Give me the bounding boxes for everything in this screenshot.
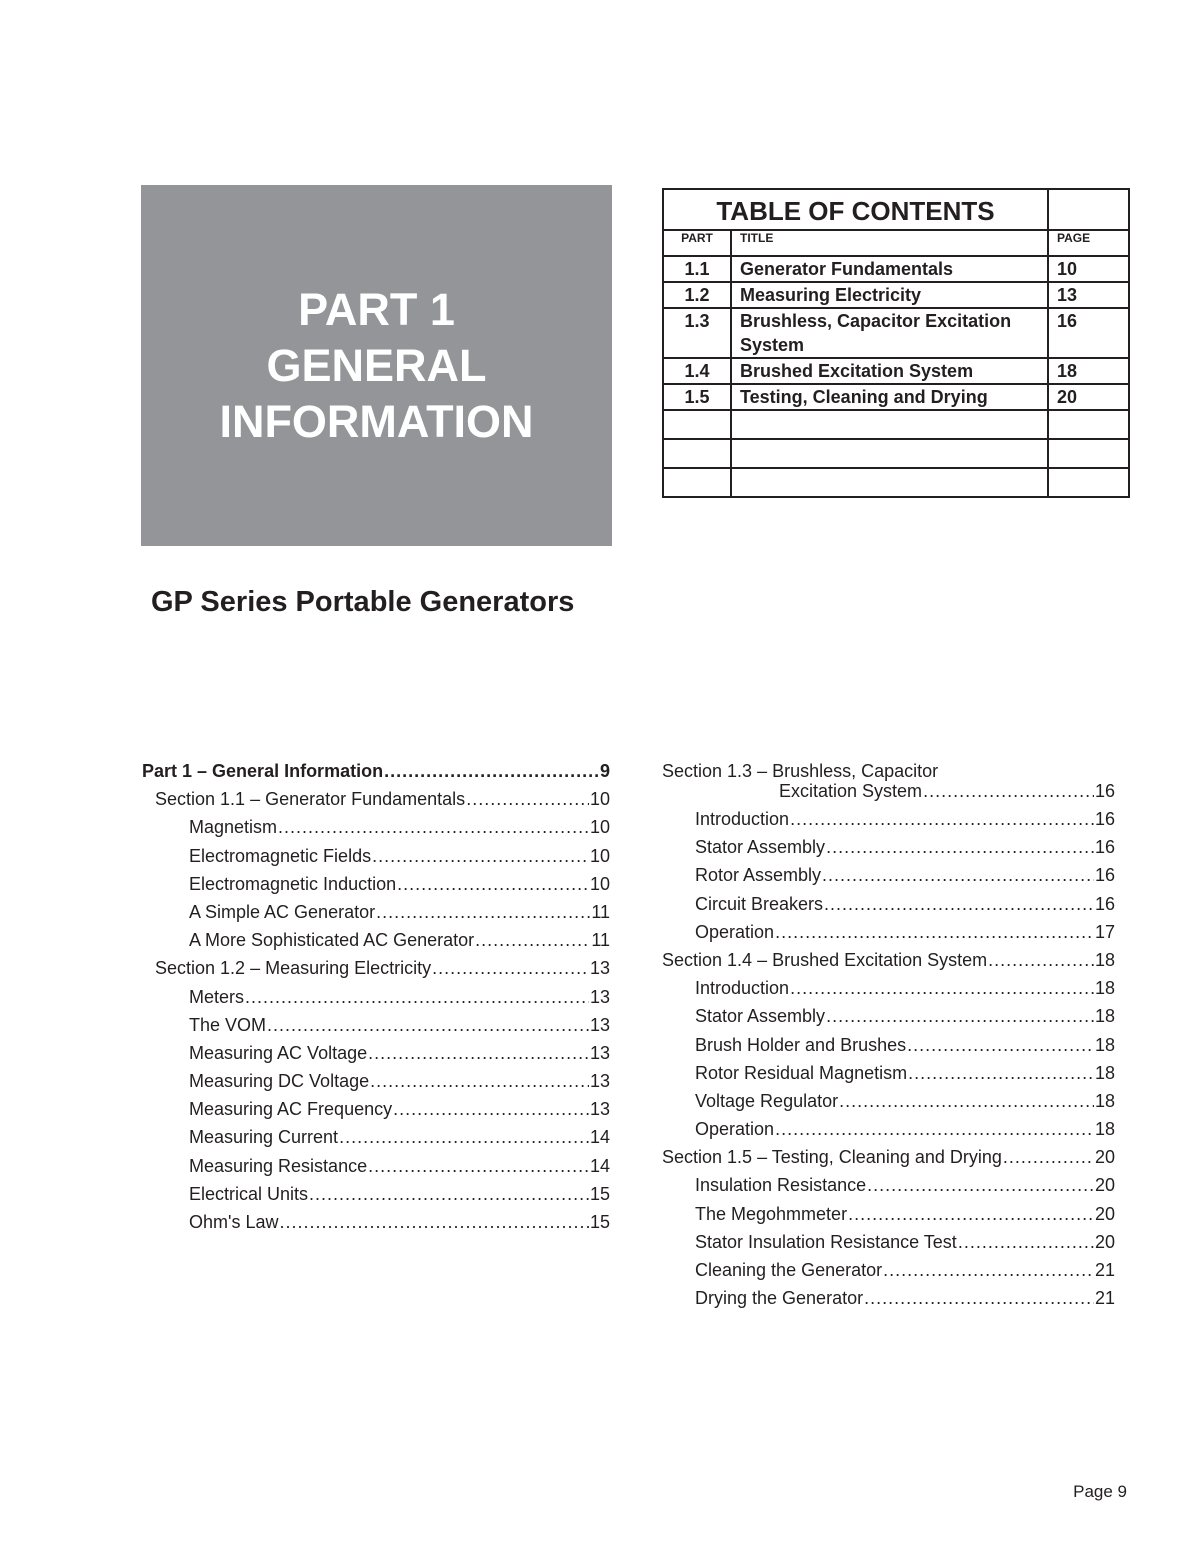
entry-page: 20 xyxy=(1094,1203,1115,1224)
entry-title: Rotor Residual Magnetism xyxy=(695,1062,908,1083)
contents-topic-entry[interactable] xyxy=(662,1034,1115,1062)
entry-page: 18 xyxy=(1094,1006,1115,1027)
dot-leader xyxy=(267,1014,589,1036)
entry-page: 10 xyxy=(589,845,610,866)
dot-leader xyxy=(790,808,1094,830)
entry-page: 21 xyxy=(1094,1288,1115,1309)
entry-title: Part 1 – General Information xyxy=(142,761,384,781)
dot-leader xyxy=(826,1005,1094,1027)
dot-leader xyxy=(826,836,1094,858)
contents-topic-entry[interactable] xyxy=(142,901,610,929)
dot-leader xyxy=(775,1118,1094,1140)
entry-title: Rotor Assembly xyxy=(695,865,822,886)
dot-leader xyxy=(432,957,589,979)
part-title-line-2: GENERAL xyxy=(266,339,487,391)
entry-title: Operation xyxy=(695,1119,775,1140)
entry-page: 16 xyxy=(1094,837,1115,858)
contents-topic-entry[interactable] xyxy=(142,929,610,957)
contents-topic-entry[interactable] xyxy=(662,1259,1115,1287)
entry-page: 18 xyxy=(1094,1034,1115,1055)
dot-leader xyxy=(988,949,1094,971)
entry-page: 20 xyxy=(1094,1147,1115,1168)
dot-leader xyxy=(790,977,1094,999)
toc-row-part: 1.4 xyxy=(663,358,731,384)
contents-right-column xyxy=(662,760,1115,1315)
entry-title: Meters xyxy=(189,986,245,1007)
part-title-box xyxy=(141,185,612,546)
dot-leader xyxy=(958,1231,1094,1253)
entry-title: Voltage Regulator xyxy=(695,1090,839,1111)
dot-leader xyxy=(372,845,589,867)
contents-topic-entry[interactable] xyxy=(662,1118,1115,1146)
entry-title: Stator Assembly xyxy=(695,1006,826,1027)
entry-page: 18 xyxy=(1094,978,1115,999)
entry-page: 9 xyxy=(599,761,610,781)
toc-row-title: Generator Fundamentals xyxy=(731,256,1048,282)
toc-table xyxy=(662,188,1130,498)
dot-leader xyxy=(1003,1146,1094,1168)
toc-row[interactable] xyxy=(663,256,1129,282)
entry-page: 18 xyxy=(1094,949,1115,970)
entry-page: 20 xyxy=(1094,1175,1115,1196)
contents-topic-entry[interactable] xyxy=(662,977,1115,1005)
entry-title: Circuit Breakers xyxy=(695,893,824,914)
contents-topic-entry[interactable] xyxy=(142,1155,610,1183)
entry-page: 14 xyxy=(589,1155,610,1176)
dot-leader xyxy=(309,1183,589,1205)
contents-left-column xyxy=(142,760,610,1239)
contents-section-entry[interactable] xyxy=(142,788,610,816)
dot-leader xyxy=(339,1126,589,1148)
toc-row-title: Measuring Electricity xyxy=(731,282,1048,308)
entry-title-line-1: Section 1.3 – Brushless, Capacitor xyxy=(662,761,939,781)
entry-title: Cleaning the Generator xyxy=(695,1260,883,1280)
dot-leader xyxy=(867,1174,1094,1196)
contents-topic-entry[interactable] xyxy=(662,1062,1115,1090)
entry-page: 16 xyxy=(1094,809,1115,829)
toc-row-title: Brushed Excitation System xyxy=(731,358,1048,384)
dot-leader xyxy=(368,1042,589,1064)
toc-row-page: 13 xyxy=(1048,282,1129,308)
entry-title: Measuring AC Voltage xyxy=(189,1042,368,1063)
dot-leader xyxy=(923,780,1094,802)
entry-page: 13 xyxy=(589,986,610,1007)
entry-title: Magnetism xyxy=(189,817,278,838)
entry-page: 10 xyxy=(589,789,610,810)
toc-row-title: Testing, Cleaning and Drying xyxy=(731,384,1048,410)
contents-topic-entry[interactable] xyxy=(142,1211,610,1239)
dot-leader xyxy=(848,1203,1094,1225)
entry-title: Insulation Resistance xyxy=(695,1175,867,1196)
toc-row-page: 10 xyxy=(1048,256,1129,282)
contents-section-entry[interactable] xyxy=(662,760,1115,808)
dot-leader xyxy=(475,929,590,951)
dot-leader xyxy=(278,816,589,838)
toc-row-page: 16 xyxy=(1048,308,1129,358)
contents-topic-entry[interactable] xyxy=(662,1174,1115,1202)
contents-topic-entry[interactable] xyxy=(662,836,1115,864)
toc-empty-row xyxy=(663,468,1129,497)
dot-leader xyxy=(908,1062,1094,1084)
dot-leader xyxy=(466,788,589,810)
dot-leader xyxy=(907,1034,1094,1056)
part-title-line-3: INFORMATION xyxy=(219,395,534,447)
entry-page: 16 xyxy=(1094,893,1115,914)
toc-header-part: PART xyxy=(663,230,731,256)
entry-title: Section 1.5 – Testing, Cleaning and Drying xyxy=(662,1147,1002,1168)
entry-page: 13 xyxy=(589,1014,610,1035)
entry-title: Brush Holder and Brushes xyxy=(695,1034,907,1055)
entry-page: 11 xyxy=(591,901,610,922)
contents-topic-entry[interactable] xyxy=(662,893,1115,921)
entry-title: Electrical Units xyxy=(189,1183,309,1204)
toc-table-title: TABLE OF CONTENTS xyxy=(663,189,1048,230)
entry-page: 13 xyxy=(589,1071,610,1092)
contents-topic-entry[interactable] xyxy=(142,1098,610,1126)
contents-topic-entry[interactable] xyxy=(662,1231,1115,1259)
contents-section-entry[interactable] xyxy=(662,1146,1115,1174)
entry-page: 14 xyxy=(589,1127,610,1148)
entry-page: 11 xyxy=(591,930,610,951)
contents-topic-entry[interactable] xyxy=(662,808,1115,836)
entry-title: Electromagnetic Induction xyxy=(189,873,397,894)
dot-leader xyxy=(824,893,1094,915)
contents-part-heading[interactable] xyxy=(142,760,610,788)
dot-leader xyxy=(397,873,589,895)
dot-leader xyxy=(279,1211,589,1233)
dot-leader xyxy=(393,1098,589,1120)
entry-title: Section 1.2 – Measuring Electricity xyxy=(155,958,432,979)
entry-title: Introduction xyxy=(695,978,790,999)
entry-title: Operation xyxy=(695,921,775,942)
entry-title: Section 1.1 – Generator Fundamentals xyxy=(155,789,466,810)
toc-row-title: Brushless, Capacitor Excitation System xyxy=(731,308,1048,358)
entry-page: 21 xyxy=(1094,1260,1115,1280)
contents-topic-entry[interactable] xyxy=(142,1042,610,1070)
toc-empty-row xyxy=(663,410,1129,439)
dot-leader xyxy=(245,986,589,1008)
entry-page: 17 xyxy=(1094,921,1115,942)
entry-page: 10 xyxy=(589,817,610,838)
contents-topic-entry[interactable] xyxy=(142,845,610,873)
toc-row-page: 18 xyxy=(1048,358,1129,384)
entry-title: The VOM xyxy=(189,1014,267,1035)
entry-page: 18 xyxy=(1094,1090,1115,1111)
part-title-line-1: PART 1 xyxy=(298,283,455,335)
contents-topic-entry[interactable] xyxy=(662,864,1115,892)
page-number: Page 9 xyxy=(1073,1482,1127,1501)
entry-title: Measuring AC Frequency xyxy=(189,1099,393,1120)
contents-topic-entry[interactable] xyxy=(662,1005,1115,1033)
dot-leader xyxy=(775,921,1094,943)
entry-title: A More Sophisticated AC Generator xyxy=(189,930,475,951)
entry-page: 15 xyxy=(589,1183,610,1204)
entry-page: 13 xyxy=(589,1099,610,1120)
entry-page: 20 xyxy=(1094,1231,1115,1252)
contents-topic-entry[interactable] xyxy=(662,921,1115,949)
toc-empty-row xyxy=(663,439,1129,468)
dot-leader xyxy=(822,864,1094,886)
entry-title: Drying the Generator xyxy=(695,1288,864,1309)
toc-row[interactable] xyxy=(663,282,1129,308)
contents-topic-entry[interactable] xyxy=(142,873,610,901)
entry-title: Measuring DC Voltage xyxy=(189,1071,370,1092)
entry-page: 10 xyxy=(589,873,610,894)
toc-row-part: 1.1 xyxy=(663,256,731,282)
contents-topic-entry[interactable] xyxy=(662,1090,1115,1118)
entry-page: 16 xyxy=(1094,865,1115,886)
document-subtitle: GP Series Portable Generators xyxy=(151,586,575,618)
toc-row-part: 1.3 xyxy=(663,308,731,358)
entry-title: Section 1.4 – Brushed Excitation System xyxy=(662,949,988,970)
dot-leader xyxy=(370,1070,589,1092)
entry-title: Stator Assembly xyxy=(695,837,826,858)
toc-title-empty-cell xyxy=(1048,189,1129,230)
toc-header-title: TITLE xyxy=(731,230,1048,256)
contents-topic-entry[interactable] xyxy=(662,1287,1115,1315)
entry-page: 15 xyxy=(589,1212,610,1232)
entry-title: Measuring Resistance xyxy=(189,1155,368,1176)
contents-topic-entry[interactable] xyxy=(142,1126,610,1154)
entry-title: The Megohmmeter xyxy=(695,1203,848,1224)
dot-leader xyxy=(376,901,590,923)
dot-leader xyxy=(883,1259,1094,1281)
contents-topic-entry[interactable] xyxy=(142,1183,610,1211)
entry-title: Electromagnetic Fields xyxy=(189,845,372,866)
contents-topic-entry[interactable] xyxy=(662,1203,1115,1231)
entry-title: A Simple AC Generator xyxy=(189,901,376,922)
dot-leader xyxy=(864,1287,1094,1309)
contents-topic-entry[interactable] xyxy=(142,986,610,1014)
toc-row[interactable] xyxy=(663,384,1129,410)
entry-page: 16 xyxy=(1094,781,1115,801)
contents-section-entry[interactable] xyxy=(662,949,1115,977)
entry-title: Measuring Current xyxy=(189,1127,339,1148)
entry-page: 18 xyxy=(1094,1062,1115,1083)
dot-leader xyxy=(839,1090,1094,1112)
toc-row[interactable] xyxy=(663,308,1129,358)
entry-title-line-2: Excitation System xyxy=(779,781,923,801)
dot-leader xyxy=(368,1155,589,1177)
entry-title: Stator Insulation Resistance Test xyxy=(695,1231,957,1252)
toc-header-page: PAGE xyxy=(1048,230,1129,256)
contents-topic-entry[interactable] xyxy=(142,1014,610,1042)
toc-row[interactable] xyxy=(663,358,1129,384)
entry-page: 18 xyxy=(1094,1119,1115,1140)
entry-page: 13 xyxy=(589,1042,610,1063)
toc-row-page: 20 xyxy=(1048,384,1129,410)
toc-row-part: 1.2 xyxy=(663,282,731,308)
contents-topic-entry[interactable] xyxy=(142,816,610,844)
contents-topic-entry[interactable] xyxy=(142,1070,610,1098)
dot-leader xyxy=(384,760,599,782)
entry-page: 13 xyxy=(589,958,610,979)
toc-row-part: 1.5 xyxy=(663,384,731,410)
entry-title: Introduction xyxy=(695,809,790,829)
contents-section-entry[interactable] xyxy=(142,957,610,985)
entry-title: Ohm's Law xyxy=(189,1212,279,1232)
